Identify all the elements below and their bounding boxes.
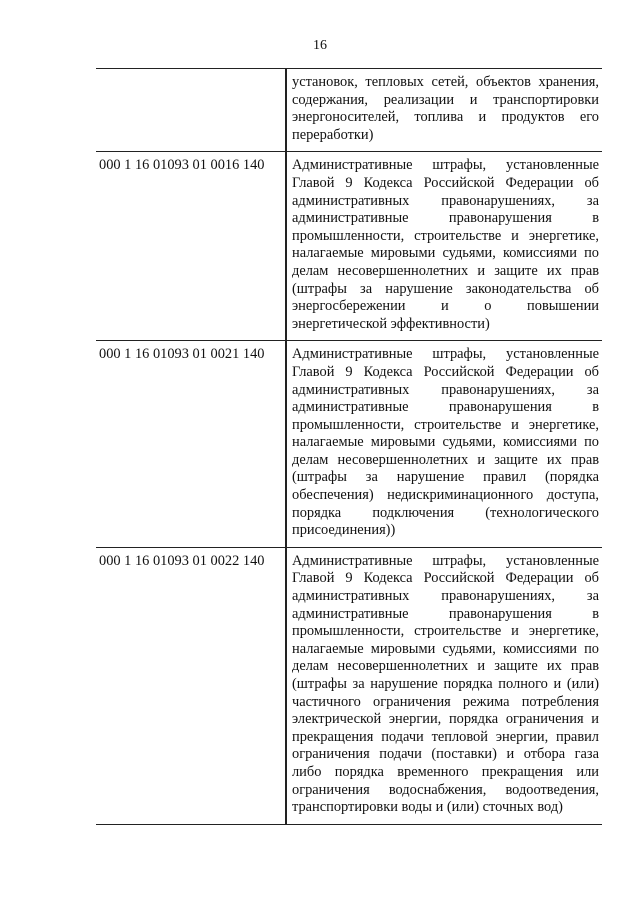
budget-code-table xyxy=(96,68,602,825)
code-cell: 000 1 16 01093 01 0021 140 xyxy=(96,341,286,548)
code-cell: 000 1 16 01093 01 0016 140 xyxy=(96,152,286,341)
page-number: 16 xyxy=(313,38,327,53)
code-cell: 000 1 16 01093 01 0022 140 xyxy=(96,547,286,824)
description-cell: установок, тепловых сетей, объектов хранения, содержания, реализации и транспортировки энергоносителей, топлива и продуктов его переработки) xyxy=(292,74,599,143)
description-cell: Административные штрафы, установленные Главой 9 Кодекса Российской Федерации об административных правонарушениях, за административные правонарушения в промышленности, строительстве и энергетике, налагаемые мировыми судьями, комиссиями по делам несовершеннолетних и защите их прав (штрафы за нарушение законодательства об энергосбережении и о повышении энергетической эффективности) xyxy=(292,157,599,332)
table-row xyxy=(96,341,602,548)
table-row xyxy=(96,547,602,824)
table-row xyxy=(96,69,602,152)
description-cell: Административные штрафы, установленные Главой 9 Кодекса Российской Федерации об административных правонарушениях, за административные правонарушения в промышленности, строительстве и энергетике, налагаемые мировыми судьями, комиссиями по делам несовершеннолетних и защите их прав (штрафы за нарушение правил (порядка обеспечения) недискриминационного доступа, порядка подключения (технологического присоединения)) xyxy=(292,346,599,539)
table-row xyxy=(96,152,602,341)
code-cell xyxy=(96,69,286,152)
description-cell: Административные штрафы, установленные Главой 9 Кодекса Российской Федерации об административных правонарушениях, за административные правонарушения в промышленности, строительстве и энергетике, налагаемые мировыми судьями, комиссиями по делам несовершеннолетних и защите их прав (штрафы за нарушение порядка полного и (или) частичного ограничения режима потребления электрической энергии, порядка ограничения и прекращения подачи тепловой энергии, правил ограничения подачи (поставки) и отбора газа либо порядка временного прекращения или ограничения водоснабжения, водоотведения, транспортировки воды и (или) сточных вод) xyxy=(292,552,599,816)
